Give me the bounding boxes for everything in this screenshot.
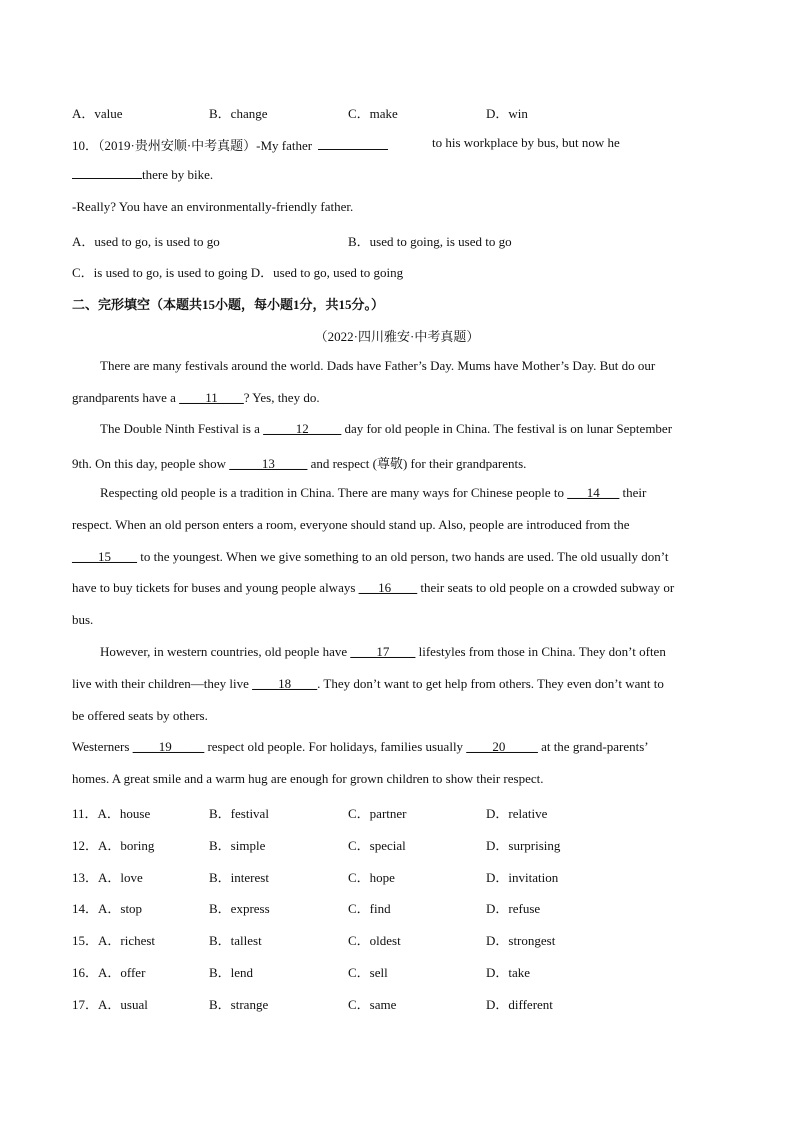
q9-option-b: B．change — [209, 106, 268, 121]
passage-line: There are many festivals around the world. Dads have Father’s Day. Mums have Mother’s Day. But do our — [100, 358, 656, 373]
passage-line: ____15____ to the youngest. When we give something to an old person, two hands are used. The old usually don’t — [72, 549, 669, 564]
question-option: 12．A．boring — [72, 838, 155, 853]
passage-line: have to buy tickets for buses and young people always ___16____ their seats to old people on a crowded subway or — [72, 580, 675, 595]
q10-dialogue: -Really? You have an environmentally-friendly father. — [72, 199, 354, 214]
q10-option-a: A．used to go, is used to go — [72, 234, 220, 249]
passage-line: 9th. On this day, people show _____13_____ and respect (尊敬) for their grandparents. — [72, 456, 527, 471]
question-option: D．invitation — [486, 870, 559, 885]
blank-15: ____15____ — [72, 549, 137, 564]
blank-20: ____20_____ — [466, 739, 538, 754]
passage-line: live with their children—they live ____18____. They don’t want to get help from others. They even don’t want to — [72, 676, 664, 691]
blank-16: ___16____ — [358, 580, 418, 595]
passage-source: （2022·四川雅安·中考真题） — [314, 329, 480, 344]
q10-stem-line1: 10．（2019·贵州安顺·中考真题）-My father — [72, 135, 388, 154]
question-option: C．partner — [348, 806, 407, 821]
passage-line: respect. When an old person enters a room, everyone should stand up. Also, people are introduced from the — [72, 517, 630, 532]
passage-line: Respecting old people is a tradition in China. There are many ways for Chinese people to ___14___ their — [100, 485, 647, 500]
passage-line: bus. — [72, 612, 94, 627]
q10-stem-line1-end: to his workplace by bus, but now he — [432, 135, 620, 150]
question-option: B．simple — [209, 838, 266, 853]
question-option: B．express — [209, 901, 270, 916]
blank-17: ____17____ — [350, 644, 416, 659]
question-option: B．festival — [209, 806, 269, 821]
question-option: C．same — [348, 997, 397, 1012]
question-option: 16．A．offer — [72, 965, 146, 980]
q10-option-b: B．used to going, is used to go — [348, 234, 512, 249]
question-option: B．lend — [209, 965, 254, 980]
passage-line: However, in western countries, old people have ____17____ lifestyles from those in China. They don’t often — [100, 644, 666, 659]
question-option: C．special — [348, 838, 406, 853]
blank-14: ___14___ — [567, 485, 620, 500]
passage-line: be offered seats by others. — [72, 708, 208, 723]
question-option: D．refuse — [486, 901, 541, 916]
question-option: C．hope — [348, 870, 395, 885]
question-option: B．interest — [209, 870, 269, 885]
blank-19: ____19_____ — [132, 739, 205, 754]
question-option: C．oldest — [348, 933, 401, 948]
blank-12: _____12_____ — [263, 421, 342, 436]
question-option: 14．A．stop — [72, 901, 143, 916]
question-option: 17．A．usual — [72, 997, 148, 1012]
question-option: 13．A．love — [72, 870, 143, 885]
question-option: C．sell — [348, 965, 388, 980]
question-option: C．find — [348, 901, 391, 916]
section-title: 二、完形填空（本题共15小题，每小题1分，共15分。） — [72, 297, 385, 312]
passage-line: The Double Ninth Festival is a _____12_____ day for old people in China. The festival is on lunar September — [100, 421, 673, 436]
passage-line: Westerners ____19_____ respect old people. For holidays, families usually ____20_____ at the grand-parents’ — [72, 739, 649, 754]
blank-13: _____13_____ — [229, 456, 308, 471]
question-option: D．different — [486, 997, 553, 1012]
passage-line: grandparents have a ____11____? Yes, they do. — [72, 390, 320, 405]
q9-option-d: D．win — [486, 106, 528, 121]
blank-11: ____11____ — [179, 390, 244, 405]
q10-stem-line2: there by bike. — [72, 167, 213, 183]
question-option: B．strange — [209, 997, 269, 1012]
blank-18: ____18____ — [252, 676, 318, 691]
question-option: D．strongest — [486, 933, 556, 948]
question-option: D．surprising — [486, 838, 561, 853]
q9-option-c: C．make — [348, 106, 398, 121]
q9-option-a: A．value — [72, 106, 123, 121]
q10-option-c-d: C．is used to go, is used to going D．used to go, used to going — [72, 265, 404, 280]
question-option: 11．A．house — [72, 806, 151, 821]
q10-blank-2 — [72, 167, 142, 179]
passage-line: homes. A great smile and a warm hug are enough for grown children to show their respect. — [72, 771, 544, 786]
question-option: D．relative — [486, 806, 548, 821]
question-option: D．take — [486, 965, 531, 980]
question-option: 15．A．richest — [72, 933, 156, 948]
question-option: B．tallest — [209, 933, 262, 948]
q10-blank-1 — [318, 138, 388, 150]
